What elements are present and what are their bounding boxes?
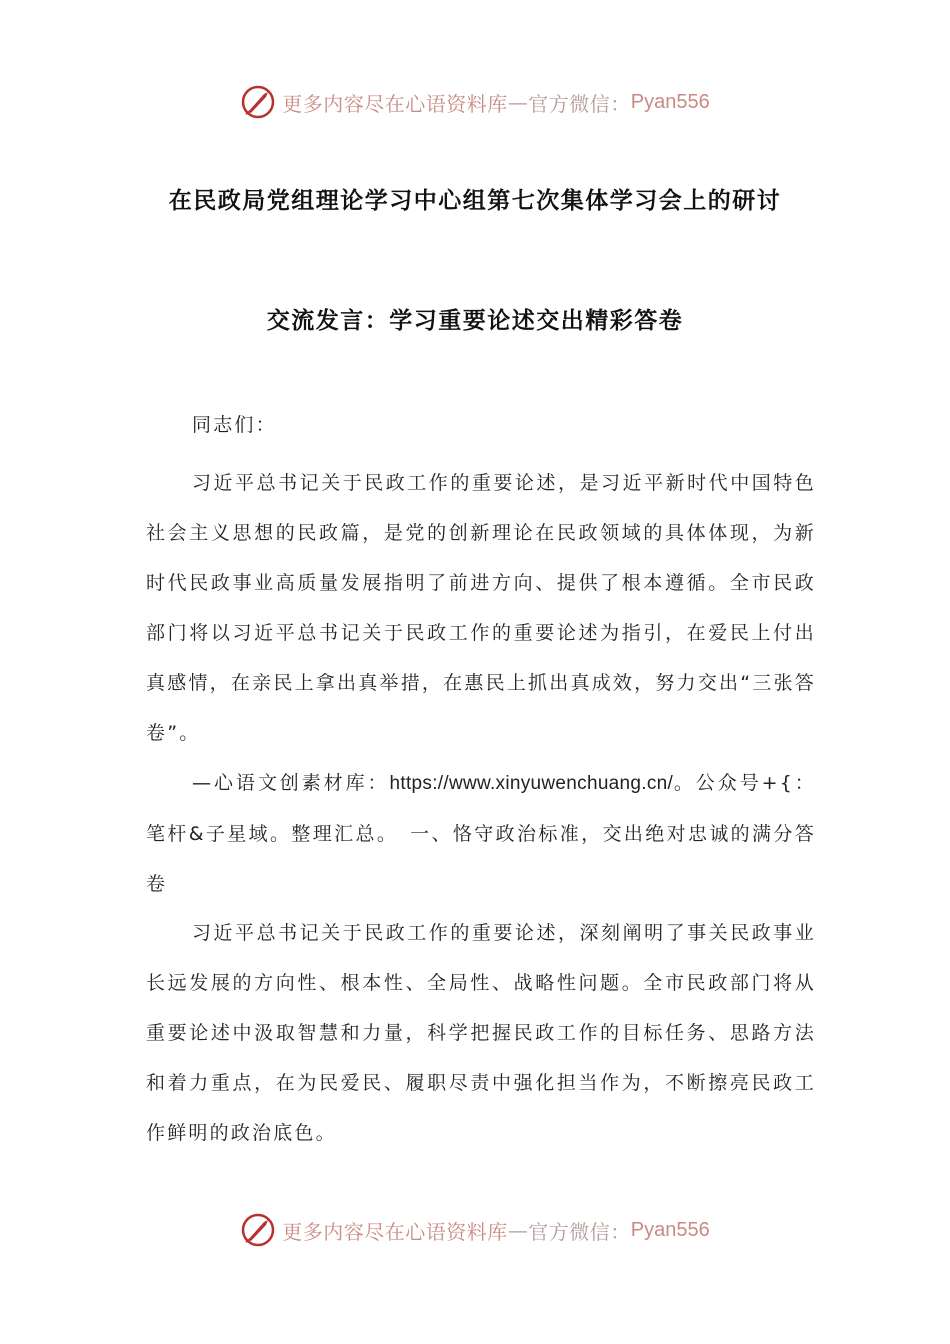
- quill-pen-logo-icon: [240, 84, 276, 120]
- footer-watermark-banner: [0, 1208, 950, 1252]
- paragraph-text: 习近平总书记关于民政工作的重要论述，是习近平新时代中国特色社会主义思想的民政篇，是党的创新理论在民政领域的具体体现，为新时代民政事业高质量发展指明了前进方向、提供了根本遵循。全市民政部门将以习近平总书记关于民政工作的重要论述为指引，在爱民上付出真感情，在亲民上拿出真举措，在惠民上抓出真成效，努力交出“三张答卷”。: [146, 472, 816, 744]
- paragraph-text: 习近平总书记关于民政工作的重要论述，深刻阐明了事关民政事业长远发展的方向性、根本性、全局性、战略性问题。全市民政部门将从重要论述中汲取智慧和力量，科学把握民政工作的目标任务、思路方法和着力重点，在为民爱民、履职尽责中强化担当作为，不断擦亮民政工作鲜明的政治底色。: [146, 922, 816, 1144]
- banner-slogan: 更多内容尽在心语资料库: [282, 1219, 508, 1244]
- banner-dash: —: [507, 90, 529, 114]
- banner-dash: —: [507, 1218, 529, 1242]
- source-url-link[interactable]: https://www.xinyuwenchuang.cn/: [389, 773, 674, 794]
- banner-slogan: 更多内容尽在心语资料库: [282, 91, 508, 116]
- paragraph-text: [100, 758, 816, 909]
- source-prefix: —心语文创素材库：: [192, 772, 390, 794]
- header-watermark-banner: [0, 80, 950, 124]
- paragraph-intro: [146, 458, 816, 758]
- banner-contact-id: Pyan556: [630, 90, 710, 113]
- banner-contact-label: 官方微信：: [528, 1219, 631, 1244]
- source-suffix: 。公众号+{：笔杆&子星域。整理汇总。 一、恪守政治标准，交出绝对忠诚的满分答卷: [146, 772, 816, 895]
- document-title-line-2: 交流发言：学习重要论述交出精彩答卷: [266, 308, 684, 334]
- banner-contact-label: 官方微信：: [528, 91, 631, 116]
- greeting: 同志们：: [192, 414, 277, 436]
- document-title-line-1: 在民政局党组理论学习中心组第七次集体学习会上的研讨: [168, 188, 782, 214]
- paragraph-body: [146, 908, 816, 1158]
- paragraph-source-heading: [146, 758, 816, 909]
- quill-pen-logo-icon: [240, 1212, 276, 1248]
- banner-contact-id: Pyan556: [630, 1218, 710, 1241]
